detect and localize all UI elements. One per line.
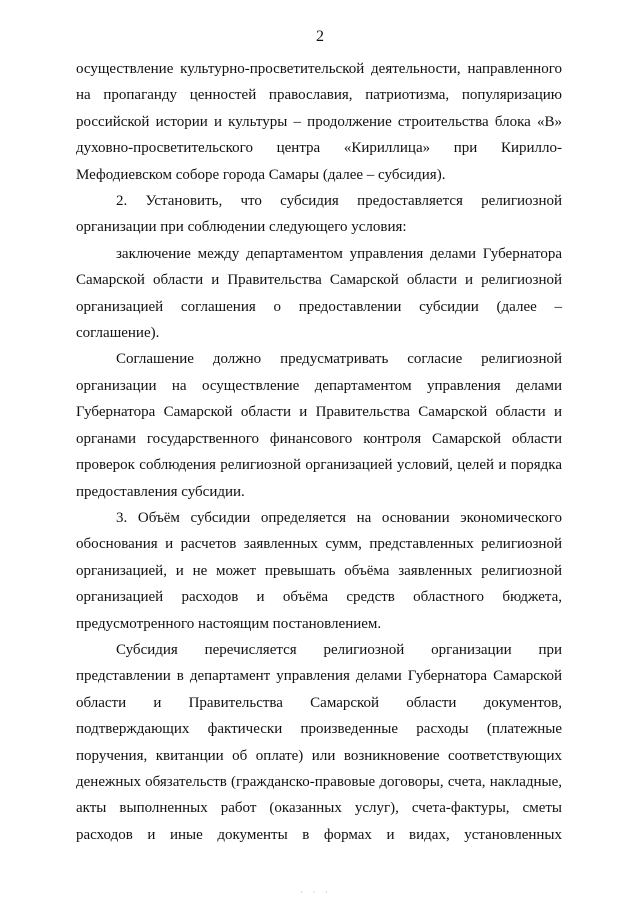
text-line: организации при соблюдении следующего условия: — [76, 219, 407, 236]
document-body — [76, 56, 562, 848]
scan-specks: · · · — [300, 888, 332, 897]
text-line: организацией соглашения о предоставлении субсидии (далее – — [76, 298, 562, 315]
text-line: денежных обязательств (гражданско-правовые договоры, счета, накладные, — [76, 773, 562, 790]
text-line: Самарской области и Правительства Самарской области и религиозной — [76, 272, 562, 289]
text-line: проверок соблюдения религиозной организацией условий, целей и порядка — [76, 457, 562, 474]
text-line: организации на осуществление департаментом управления делами — [76, 377, 562, 394]
text-line: 3. Объём субсидии определяется на основании экономического — [116, 509, 562, 526]
text-line: области и Правительства Самарской области документов, — [76, 694, 562, 711]
text-line: поручения, квитанции об оплате) или возникновение соответствующих — [76, 747, 562, 764]
page-number: 2 — [316, 28, 324, 45]
text-line: Соглашение должно предусматривать согласие религиозной — [116, 351, 562, 368]
text-line: соглашение). — [76, 325, 160, 342]
text-line: Субсидия перечисляется религиозной организации при — [116, 641, 562, 658]
text-line: представлении в департамент управления делами Губернатора Самарской — [76, 668, 562, 685]
text-line: Мефодиевском соборе города Самары (далее – субсидия). — [76, 166, 446, 183]
text-line: Губернатора Самарской области и Правительства Самарской области и — [76, 404, 562, 421]
text-line: организацией расходов и объёма средств областного бюджета, — [76, 589, 562, 606]
text-line: на пропаганду ценностей православия, патриотизма, популяризацию — [76, 87, 562, 104]
text-line: организацией, и не может превышать объёма заявленных религиозной — [76, 562, 562, 579]
text-line: осуществление культурно-просветительской деятельности, направленного — [76, 61, 562, 77]
text-line: предусмотренного настоящим постановлением. — [76, 615, 382, 632]
text-line: духовно-просветительского центра «Кириллица» при Кирилло- — [76, 140, 562, 157]
text-line: предоставления субсидии. — [76, 483, 245, 500]
text-line: расходов и иные документы в формах и видах, установленных — [76, 826, 562, 843]
text-line: акты выполненных работ (оказанных услуг), счета-фактуры, сметы — [76, 800, 562, 817]
text-line: 2. Установить, что субсидия предоставляется религиозной — [116, 193, 562, 210]
text-line: подтверждающих фактически произведенные расходы (платежные — [76, 721, 562, 738]
text-line: органами государственного финансового контроля Самарской области — [76, 430, 562, 447]
text-line: обоснования и расчетов заявленных сумм, представленных религиозной — [76, 536, 562, 553]
text-line: российской истории и культуры – продолжение строительства блока «В» — [76, 113, 562, 130]
text-line: заключение между департаментом управления делами Губернатора — [116, 245, 562, 262]
